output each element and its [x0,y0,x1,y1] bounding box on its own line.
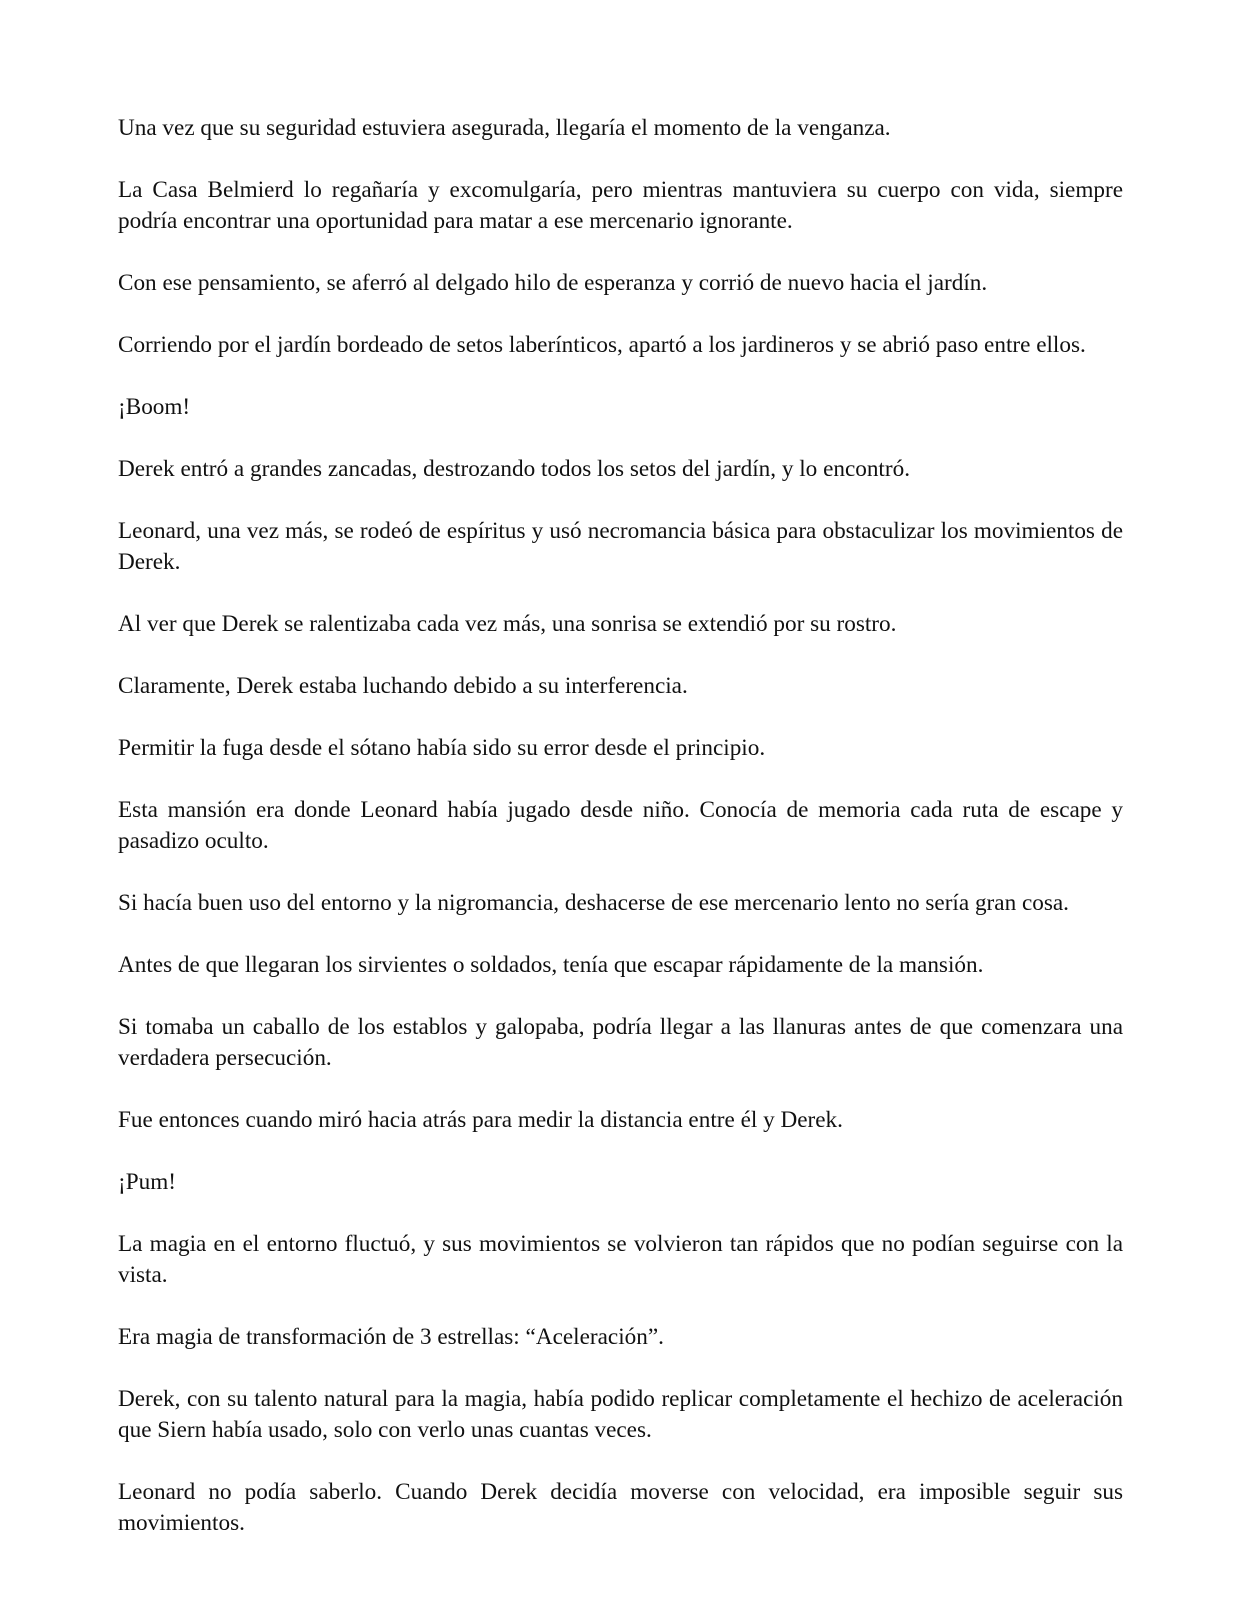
paragraph: Derek, con su talento natural para la magia, había podido replicar completamente el hechizo de aceleración que Siern había usado, solo con verlo unas cuantas veces. [118,1386,1123,1443]
paragraph: La Casa Belmierd lo regañaría y excomulgaría, pero mientras mantuviera su cuerpo con vida, siempre podría encontrar una oportunidad para matar a ese mercenario ignorante. [118,177,1123,234]
paragraph: Antes de que llegaran los sirvientes o soldados, tenía que escapar rápidamente de la mansión. [118,952,984,978]
paragraph: Leonard no podía saberlo. Cuando Derek decidía moverse con velocidad, era imposible seguir sus movimientos. [118,1479,1123,1536]
paragraph: Si tomaba un caballo de los establos y galopaba, podría llegar a las llanuras antes de que comenzara una verdadera persecución. [118,1014,1123,1071]
paragraph: Si hacía buen uso del entorno y la nigromancia, deshacerse de ese mercenario lento no sería gran cosa. [118,890,1069,916]
paragraph: Claramente, Derek estaba luchando debido a su interferencia. [118,673,688,699]
paragraph: Derek entró a grandes zancadas, destrozando todos los setos del jardín, y lo encontró. [118,456,910,482]
paragraph: ¡Pum! [118,1169,176,1195]
paragraph: Una vez que su seguridad estuviera asegurada, llegaría el momento de la venganza. [118,115,891,141]
paragraph: Permitir la fuga desde el sótano había sido su error desde el principio. [118,735,766,761]
paragraph: Era magia de transformación de 3 estrellas: “Aceleración”. [118,1324,664,1350]
document-page [118,113,1123,1570]
paragraph: Corriendo por el jardín bordeado de setos laberínticos, apartó a los jardineros y se abrió paso entre ellos. [118,332,1086,358]
paragraph: Esta mansión era donde Leonard había jugado desde niño. Conocía de memoria cada ruta de escape y pasadizo oculto. [118,797,1123,854]
paragraph: ¡Boom! [118,394,191,420]
paragraph: Fue entonces cuando miró hacia atrás para medir la distancia entre él y Derek. [118,1107,843,1133]
paragraph: Leonard, una vez más, se rodeó de espíritus y usó necromancia básica para obstaculizar los movimientos de Derek. [118,518,1123,575]
paragraph: Al ver que Derek se ralentizaba cada vez más, una sonrisa se extendió por su rostro. [118,611,897,637]
paragraph: La magia en el entorno fluctuó, y sus movimientos se volvieron tan rápidos que no podían seguirse con la vista. [118,1231,1123,1288]
paragraph: Con ese pensamiento, se aferró al delgado hilo de esperanza y corrió de nuevo hacia el jardín. [118,270,988,296]
